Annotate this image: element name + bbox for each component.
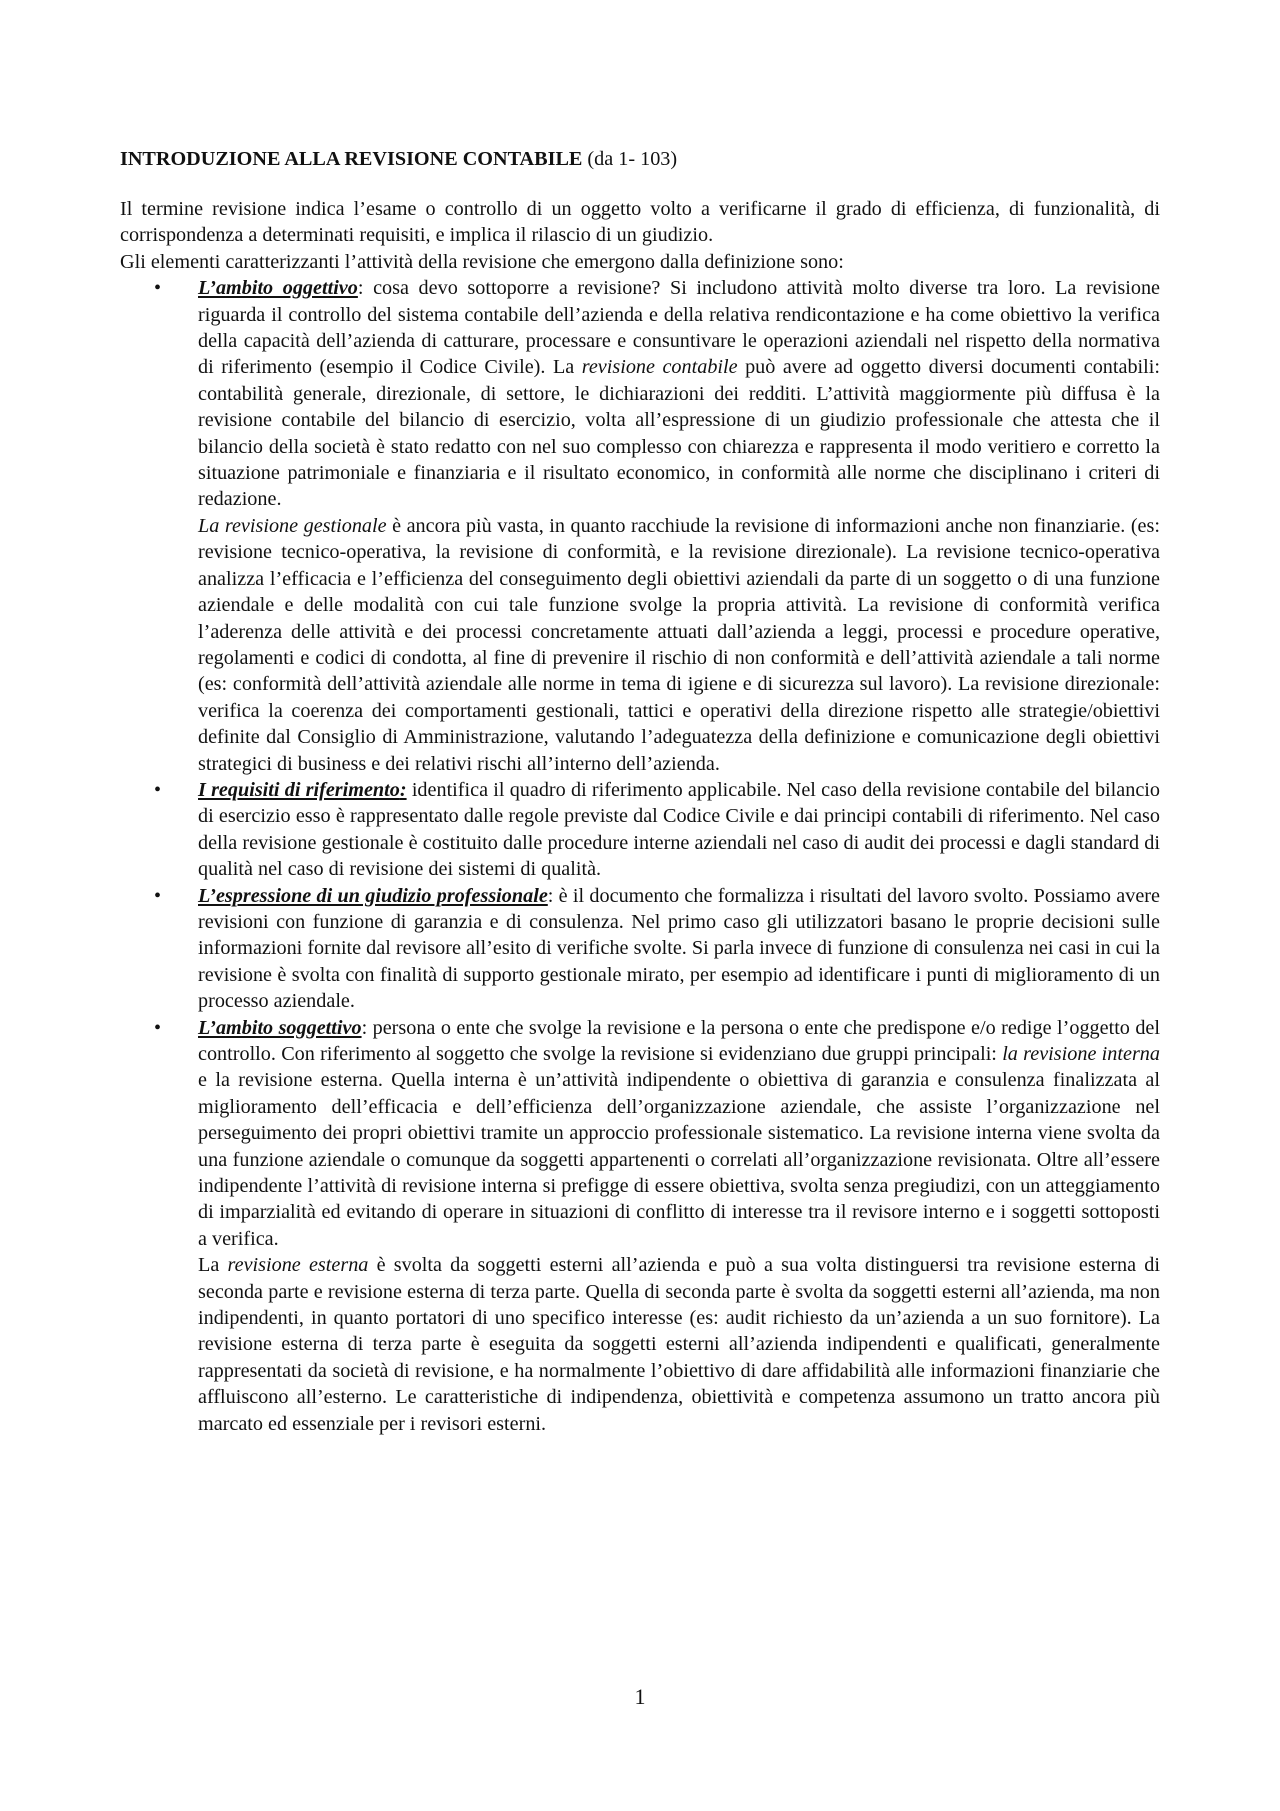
page-number: 1 xyxy=(634,1684,646,1709)
bullet-icon: • xyxy=(154,277,162,300)
item-text: può avere ad oggetto diversi documenti contabili: contabilità generale, direzionale, di settore, le dichiarazioni dei redditi. L’attività maggiormente più diffusa è la revisione contabile del bilancio di esercizio, volta all’espressione di un giudizio professionale che attesta che il bilancio della società è stato redatto con nel suo complesso con chiarezza e rappresenta il modo veritiero e corretto la situazione patrimoniale e finanziaria e il risultato economico, in conformità alle norme che disciplinano i criteri di redazione. xyxy=(198,356,1160,511)
element-list xyxy=(120,275,1160,1437)
term-giudizio-professionale: L’espressione di un giudizio professionale xyxy=(198,884,548,907)
item-emphasis: revisione esterna xyxy=(227,1254,369,1277)
list-item-giudizio-professionale xyxy=(154,883,1160,1015)
document-page xyxy=(120,146,1160,1437)
document-title xyxy=(120,146,1160,172)
term-requisiti-riferimento: I requisiti di riferimento xyxy=(198,778,400,801)
item-text: identifica il quadro di riferimento applicabile. Nel caso della revisione contabile del bilancio di esercizio esso è rappresentato dalle regole previste dal Codice Civile e dai principi contabili di riferimento. Nel caso della revisione gestionale è costituito dalle procedure interne aziendali nel caso di audit dei processi e dagli standard di qualità nel caso di revisione dei sistemi di qualità. xyxy=(198,778,1160,881)
item-text: è il documento che formalizza i risultati del lavoro svolto. Possiamo avere revisioni con funzione di garanzia e di consulenza. Nel primo caso gli utilizzatori basano le proprie decisioni sulle informazioni fornite dal revisore all’esito di verifiche svolte. Si parla invece di funzione di consulenza nei casi in cui la revisione è svolta con finalità di supporto gestionale mirato, per esempio ad identificare i punti di miglioramento di un processo aziendale. xyxy=(198,884,1160,1013)
term-separator: : xyxy=(361,1016,368,1039)
item-paragraph-2 xyxy=(198,1252,1160,1437)
item-emphasis: La revisione gestionale xyxy=(198,514,387,537)
list-item-requisiti-riferimento xyxy=(154,777,1160,883)
intro-paragraph-1: Il termine revisione indica l’esame o controllo di un oggetto volto a verificarne il grado di efficienza, di funzionalità, di corrispondenza a determinati requisiti, e implica il rilascio di un giudizio. xyxy=(120,198,1160,247)
title-main: INTRODUZIONE ALLA REVISIONE CONTABILE xyxy=(120,148,583,170)
bullet-icon: • xyxy=(154,778,162,801)
term-ambito-soggettivo: L’ambito soggettivo xyxy=(198,1016,362,1039)
item-text: cosa devo sottoporre a revisione? Si includono attività molto diverse tra loro. La revisione riguarda il controllo del sistema contabile dell’azienda e della relativa rendicontazione e ha come obiettivo la verifica della capacità dell’azienda di catturare, processare e consuntivare le operazioni aziendali nel rispetto della normativa di riferimento (esempio il Codice Civile). La xyxy=(198,277,1160,379)
list-item-ambito-soggettivo xyxy=(154,1015,1160,1438)
item-text: è ancora più vasta, in quanto racchiude la revisione di informazioni anche non finanziarie. (es: revisione tecnico-operativa, la revisione di conformità, e la revisione direzionale). La revisione tecnico-operativa analizza l’efficacia e l’efficienza del conseguimento degli obiettivi aziendali da parte di un soggetto o di una funzione aziendale e delle modalità con cui tale funzione svolge la propria attività. La revisione di conformità verifica l’aderenza delle attività e dei processi concretamente attuati dall’azienda a leggi, processi e procedure operative, regolamenti e codici di condotta, al fine di prevenire il rischio di non conformità e dell’attività aziendale a tali norme (es: conformità dell’attività aziendale alle norme in tema di igiene e di sicurezza sul lavoro). La revisione direzionale: verifica la coerenza dei comportamenti gestionali, tattici e operativi della direzione rispetto alle strategie/obiettivi definite dal Consiglio di Amministrazione, valutando l’adeguatezza della definizione e comunicazione degli obiettivi strategici di business e dei relativi rischi all’interno dell’azienda. xyxy=(198,514,1160,775)
item-text: La xyxy=(198,1254,228,1277)
item-emphasis: la revisione interna xyxy=(1002,1043,1160,1065)
item-paragraph-2 xyxy=(198,513,1160,777)
list-item-ambito-oggettivo xyxy=(154,275,1160,777)
bullet-icon: • xyxy=(154,884,162,907)
item-emphasis: revisione contabile xyxy=(581,356,738,379)
item-text: e la revisione esterna. Quella interna è un’attività indipendente o obiettiva di garanzia e consulenza finalizzata al miglioramento dell’efficacia e dell’efficienza dell’organizzazione aziendale, che assiste l’organizzazione nel perseguimento dei propri obiettivi tramite un approccio professionale sistematico. La revisione interna viene svolta da una funzione aziendale o comunque da soggetti appartenenti o correlati all’organizzazione revisionata. Oltre all’essere indipendente l’attività di revisione interna si prefigge di essere obiettiva, svolta senza pregiudizi, con un atteggiamento di imparzialità ed evitando di operare in situazioni di conflitto di interesse tra il revisore interno e i soggetti sottoposti a verifica. xyxy=(198,1069,1160,1250)
item-text: persona o ente che svolge la revisione e la persona o ente che predispone e/o redige l’oggetto del controllo. Con riferimento al soggetto che svolge la revisione si evidenziano due gruppi principali: xyxy=(198,1016,1160,1065)
intro-paragraph-2: Gli elementi caratterizzanti l’attività della revisione che emergono dalla definizione sono: xyxy=(120,250,844,273)
term-ambito-oggettivo: L’ambito oggettivo xyxy=(198,277,358,300)
item-text: è svolta da soggetti esterni all’azienda e può a sua volta distinguersi tra revisione esterna di seconda parte e revisione esterna di terza parte. Quella di seconda parte è svolta da soggetti esterni all’azienda, ma non indipendenti, in quanto portatori di uno specifico interesse (es: audit richiesto da un’azienda a un suo fornitore). La revisione esterna di terza parte è eseguita da soggetti esterni all’azienda indipendenti e qualificati, generalmente rappresentati da società di revisione, e ha normalmente l’obiettivo di dare affidabilità alle informazioni finanziarie che affluiscono all’esterno. Le caratteristiche di indipendenza, obiettività e competenza assumono un tratto ancora più marcato ed essenziale per i revisori esterni. xyxy=(198,1254,1160,1435)
term-separator: : xyxy=(547,884,554,907)
bullet-icon: • xyxy=(154,1016,162,1039)
title-page-range: (da 1- 103) xyxy=(587,148,678,170)
term-separator: : xyxy=(357,277,364,300)
term-separator: : xyxy=(399,778,407,801)
